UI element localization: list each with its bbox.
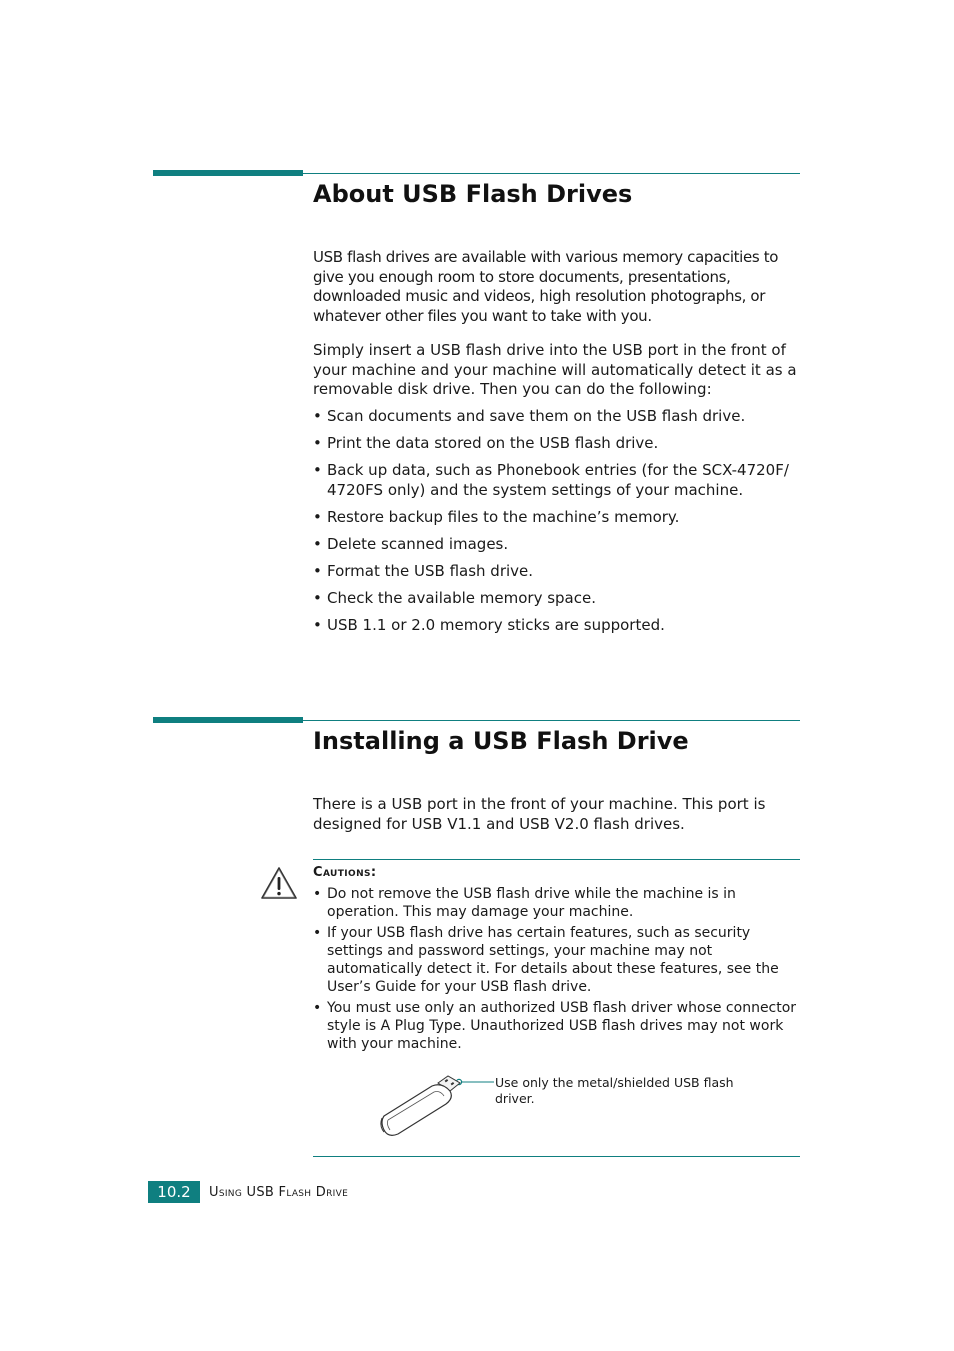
section-rule-installing: [303, 720, 800, 721]
list-item: • Format the USB flash drive.: [313, 562, 803, 582]
list-item: • Print the data stored on the USB flash drive.: [313, 434, 803, 454]
warning-triangle-icon: [260, 866, 298, 904]
caution-rule-bottom: [313, 1156, 800, 1157]
page-number: 10.2: [148, 1181, 200, 1203]
figure-caption: Use only the metal/shielded USB flash driver.: [495, 1075, 734, 1106]
list-item: • Back up data, such as Phonebook entries (for the SCX-4720F/ 4720FS only) and the system settings of your machine.: [313, 461, 803, 500]
list-item: • You must use only an authorized USB flash driver whose connector style is A Plug Type. Unauthorized USB flash drives may not work with your machine.: [313, 999, 800, 1053]
installing-paragraph-1: There is a USB port in the front of your machine. This port is designed for USB V1.1 and USB V2.0 flash drives.: [313, 795, 766, 833]
caution-rule-top: [313, 859, 800, 860]
section-rule-about: [303, 173, 800, 174]
cautions-list: [313, 885, 800, 1056]
cautions-heading: Cautions:: [313, 865, 377, 880]
about-paragraph-2: Simply insert a USB flash drive into the USB port in the front of your machine and your machine will automatically detect it as a removable disk drive. Then you can do the following:: [313, 341, 797, 398]
list-item: • Restore backup files to the machine’s memory.: [313, 508, 803, 528]
list-item: • Check the available memory space.: [313, 589, 803, 609]
section-title-about: About USB Flash Drives: [313, 180, 633, 208]
about-bullet-list: [313, 407, 803, 643]
section-title-installing: Installing a USB Flash Drive: [313, 727, 689, 755]
list-item: • USB 1.1 or 2.0 memory sticks are supported.: [313, 616, 803, 636]
list-item: • Do not remove the USB flash drive while the machine is in operation. This may damage your machine.: [313, 885, 800, 921]
about-paragraph-1: USB flash drives are available with various memory capacities to give you enough room to store documents, presentations, downloaded music and videos, high resolution photographs, or whatever other files you want to take with you.: [313, 248, 779, 325]
list-item: • If your USB flash drive has certain features, such as security settings and password settings, your machine may not automatically detect it. For details about these features, see the User’s Guide for your USB flash drive.: [313, 924, 800, 996]
footer-chapter-title: Using USB Flash Drive: [209, 1185, 349, 1200]
usb-flash-drive-icon: [376, 1070, 498, 1144]
list-item: • Scan documents and save them on the USB flash drive.: [313, 407, 803, 427]
section-bar-about: [153, 170, 303, 176]
list-item: • Delete scanned images.: [313, 535, 803, 555]
section-bar-installing: [153, 717, 303, 723]
